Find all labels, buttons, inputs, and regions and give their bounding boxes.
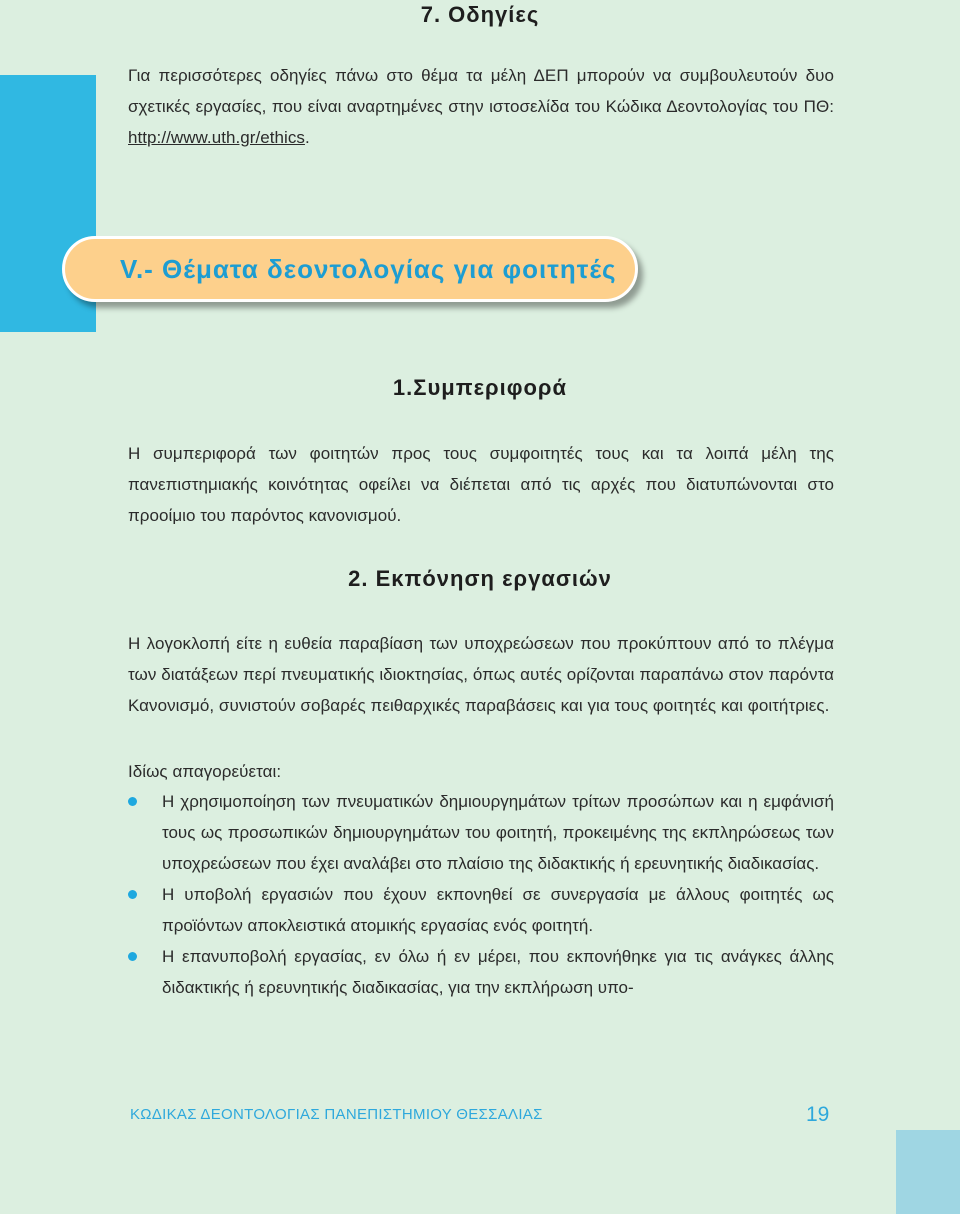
list-item	[128, 879, 834, 941]
bullet-icon	[128, 797, 137, 806]
chapter-banner	[62, 236, 642, 306]
bullet-icon	[128, 952, 137, 961]
intro-text: Για περισσότερες οδηγίες πάνω στο θέμα τα μέλη ΔΕΠ μπορούν να συμβουλευτούν δυο σχετικές εργασίες, που είναι αναρτημένες στην ιστοσελίδα του Κώδικα Δεοντολογίας του ΠΘ:	[128, 66, 834, 116]
intro-paragraph	[128, 60, 834, 153]
footer-title: ΚΩΔΙΚΑΣ ΔΕΟΝΤΟΛΟΓΙΑΣ ΠΑΝΕΠΙΣΤΗΜΙΟΥ ΘΕΣΣΑΛΙΑΣ	[130, 1106, 543, 1123]
list-item	[128, 941, 834, 1003]
list-item-text: Η επανυποβολή εργασίας, εν όλω ή εν μέρει, που εκπονήθηκε για τις ανάγκες άλλης διδακτικής ή ερευνητικής διαδικασίας, για την εκπλήρωση υπο-	[162, 947, 834, 997]
subsection-heading-behavior: 1.Συμπεριφορά	[392, 375, 568, 400]
section-heading-guidelines: 7. Οδηγίες	[420, 2, 540, 27]
ethics-link[interactable]: http://www.uth.gr/ethics	[128, 128, 305, 147]
forbidden-list	[128, 786, 834, 1003]
chapter-title: V.- Θέματα δεοντολογίας για φοιτητές	[120, 254, 617, 284]
page-number: 19	[806, 1103, 830, 1126]
list-item	[128, 786, 834, 879]
behavior-paragraph: Η συμπεριφορά των φοιτητών προς τους συμφοιτητές τους και τα λοιπά μέλη της πανεπιστημιακής κοινότητας οφείλει να διέπεται από τις αρχές που διατυπώνονται στο προοίμιο του παρόντος κανονισμού.	[128, 444, 834, 525]
intro-end: .	[304, 128, 310, 147]
decorative-corner-block	[896, 1130, 960, 1214]
list-item-text: Η υποβολή εργασιών που έχουν εκπονηθεί σε συνεργασία με άλλους φοιτητές ως προϊόντων αποκλειστικά ατομικής εργασίας ενός φοιτητή.	[162, 885, 834, 935]
forbidden-intro: Ιδίως απαγορεύεται:	[128, 762, 282, 781]
subsection-heading-assignments: 2. Εκπόνηση εργασιών	[348, 566, 612, 591]
assignments-paragraph: Η λογοκλοπή είτε η ευθεία παραβίαση των υποχρεώσεων που προκύπτουν από το πλέγμα των διατάξεων περί πνευματικής ιδιοκτησίας, όπως αυτές ορίζονται παραπάνω στον παρόντα Κανονισμό, συνιστούν σοβαρές πειθαρχικές παραβάσεις και για τους φοιτητές και φοιτήτριες.	[128, 634, 834, 715]
list-item-text: Η χρησιμοποίηση των πνευματικών δημιουργημάτων τρίτων προσώπων και η εμφάνισή τους ως προσωπικών δημιουργημάτων του φοιτητή, προκειμένης της εκπληρώσεως των υποχρεώσεων που έχει αναλάβει στο πλαίσιο της διδακτικής ή ερευνητικής διαδικασίας.	[162, 792, 834, 873]
bullet-icon	[128, 890, 137, 899]
